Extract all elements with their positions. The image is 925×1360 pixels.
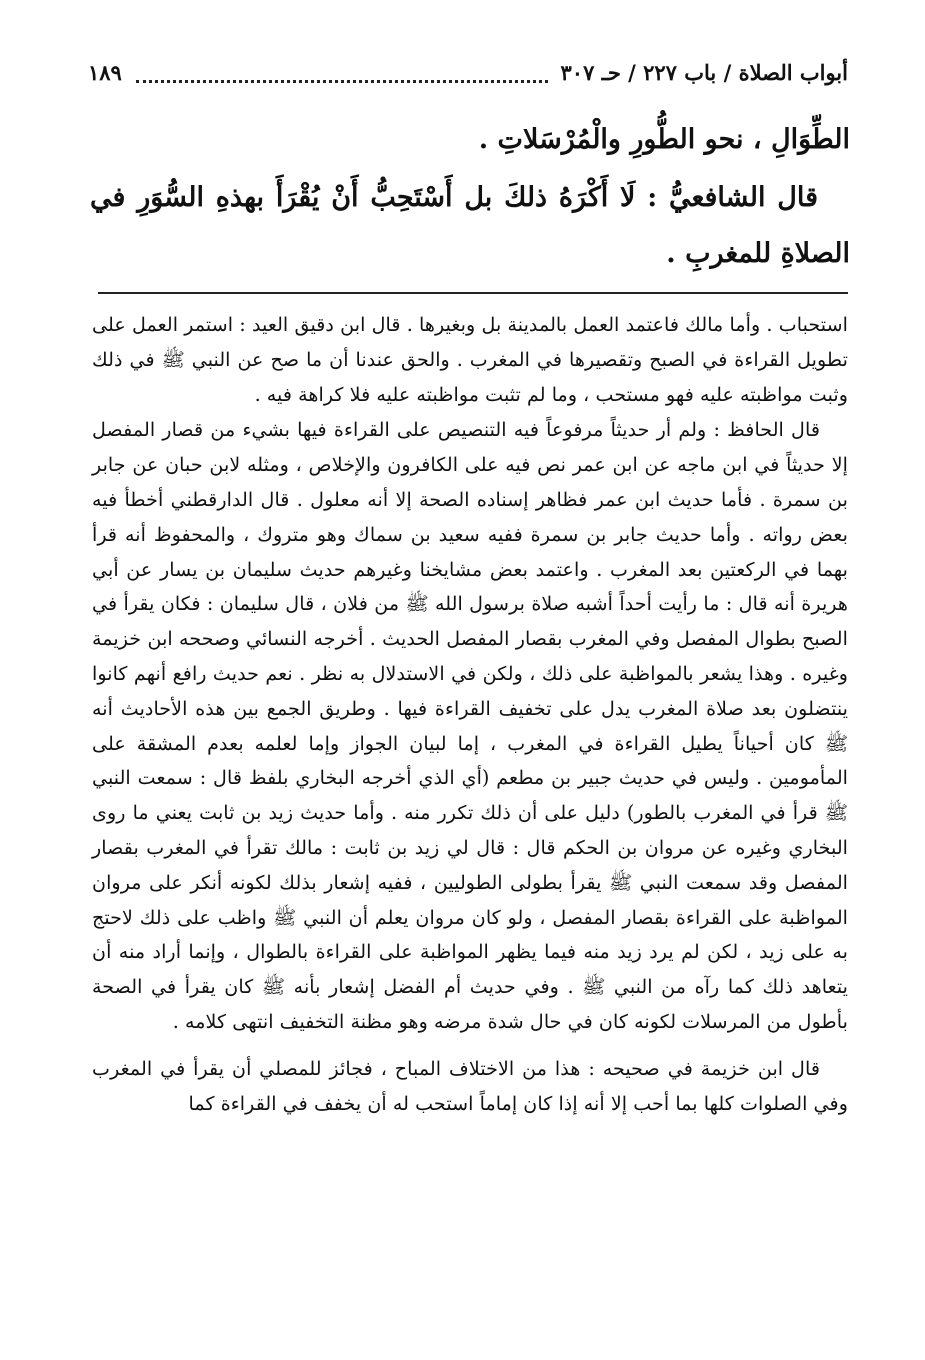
footnote-commentary bbox=[92, 308, 848, 1121]
main-line-1: الطِّوَالِ ، نحو الطُّورِ والْمُرْسَلاتِ . bbox=[478, 124, 850, 155]
footnote-paragraph-3: قال ابن خزيمة في صحيحه : هذا من الاختلاف المباح ، فجائز للمصلي أن يقرأ في المغرب وفي الصلوات كلها بما أحب إلا أنه إذا كان إماماً استحب له أن يخفف في القراءة كما bbox=[92, 1056, 848, 1115]
footnote-paragraph-2: قال الحافظ : ولم أر حديثاً مرفوعاً فيه التنصيص على القراءة فيها بشيء من قصار المفصل إلا حديثاً في ابن ماجه عن ابن عمر نص فيه على الكافرون والإخلاص ، ومثله لابن حبان عن جابر بن سمرة . فأما حديث ابن عمر فظاهر إسناده الصحة إلا أنه معلول . قال الدارقطني أخطأ فيه بعض رواته . وأما حديث جابر بن سمرة ففيه سعيد بن سماك وهو متروك ، والمحفوظ أنه قرأ بهما في الركعتين بعد المغرب . واعتمد بعض مشايخنا وغيرهم حديث سليمان بن يسار عن أبي هريرة أنه قال : ما رأيت أحداً أشبه صلاة برسول الله ﷺ من فلان ، قال سليمان : فكان يقرأ في الصبح بطوال المفصل وفي المغرب بقصار المفصل الحديث . أخرجه النسائي وصححه ابن خزيمة وغيره . وهذا يشعر بالمواظبة على ذلك ، ولكن في الاستدلال به نظر . نعم حديث رافع أنهم كانوا ينتضلون بعد صلاة المغرب يدل على تخفيف القراءة فيها . وطريق الجمع بين هذه الأحاديث أنه ﷺ كان أحياناً يطيل القراءة في المغرب ، إما لبيان الجواز وإما لعلمه بعدم المشقة على المأمومين . وليس في حديث جبير بن مطعم (أي الذي أخرجه البخاري بلفظ قال : سمعت النبي ﷺ قرأ في المغرب بالطور) دليل على أن ذلك تكرر منه . وأما حديث زيد بن ثابت يعني ما روى البخاري وغيره عن مروان بن الحكم قال : قال لي زيد بن ثابت : مالك تقرأ في المغرب بقصار المفصل وقد سمعت النبي ﷺ يقرأ بطولى الطوليين ، ففيه إشعار بذلك لكونه أنكر على مروان المواظبة على القراءة بقصار المفصل ، ولو كان مروان يعلم أن النبي ﷺ واظب على ذلك لاحتج به على زيد ، لكن لم يرد زيد منه فيما يظهر المواظبة على القراءة بالطوال ، وإنما أراد منه أن يتعاهد ذلك كما رآه من النبي ﷺ . وفي حديث أم الفضل إشعار بأنه ﷺ كان يقرأ في الصحة بأطول من المرسلات لكونه كان في حال شدة مرضه وهو مظنة التخفيف انتهى كلامه . bbox=[92, 418, 848, 1033]
main-paragraph-shafii: قال الشافعيُّ : لَا أَكْرَهُ ذلكَ بل أَسْتَحِبُّ أَنْ يُقْرَأَ بهذهِ السُّوَرِ في الصلاةِ للمغربِ . bbox=[90, 182, 850, 269]
footnote-separator bbox=[98, 292, 848, 294]
running-header bbox=[88, 58, 848, 94]
footnote-paragraph-1: استحباب . وأما مالك فاعتمد العمل بالمدينة بل وبغيرها . قال ابن دقيق العيد : استمر العمل على تطويل القراءة في الصبح وتقصيرها في المغرب . والحق عندنا أن ما صح عن النبي ﷺ في ذلك وثبت مواظبته عليه فهو مستحب ، وما لم تثبت مواظبته عليه فلا كراهة فيه . bbox=[92, 313, 848, 406]
dotted-leader bbox=[136, 58, 548, 83]
running-title: أبواب الصلاة / باب ٢٢٧ / حـ ٣٠٧ bbox=[560, 60, 848, 85]
page-number: ١٨٩ bbox=[88, 60, 122, 85]
main-text bbox=[90, 112, 850, 282]
